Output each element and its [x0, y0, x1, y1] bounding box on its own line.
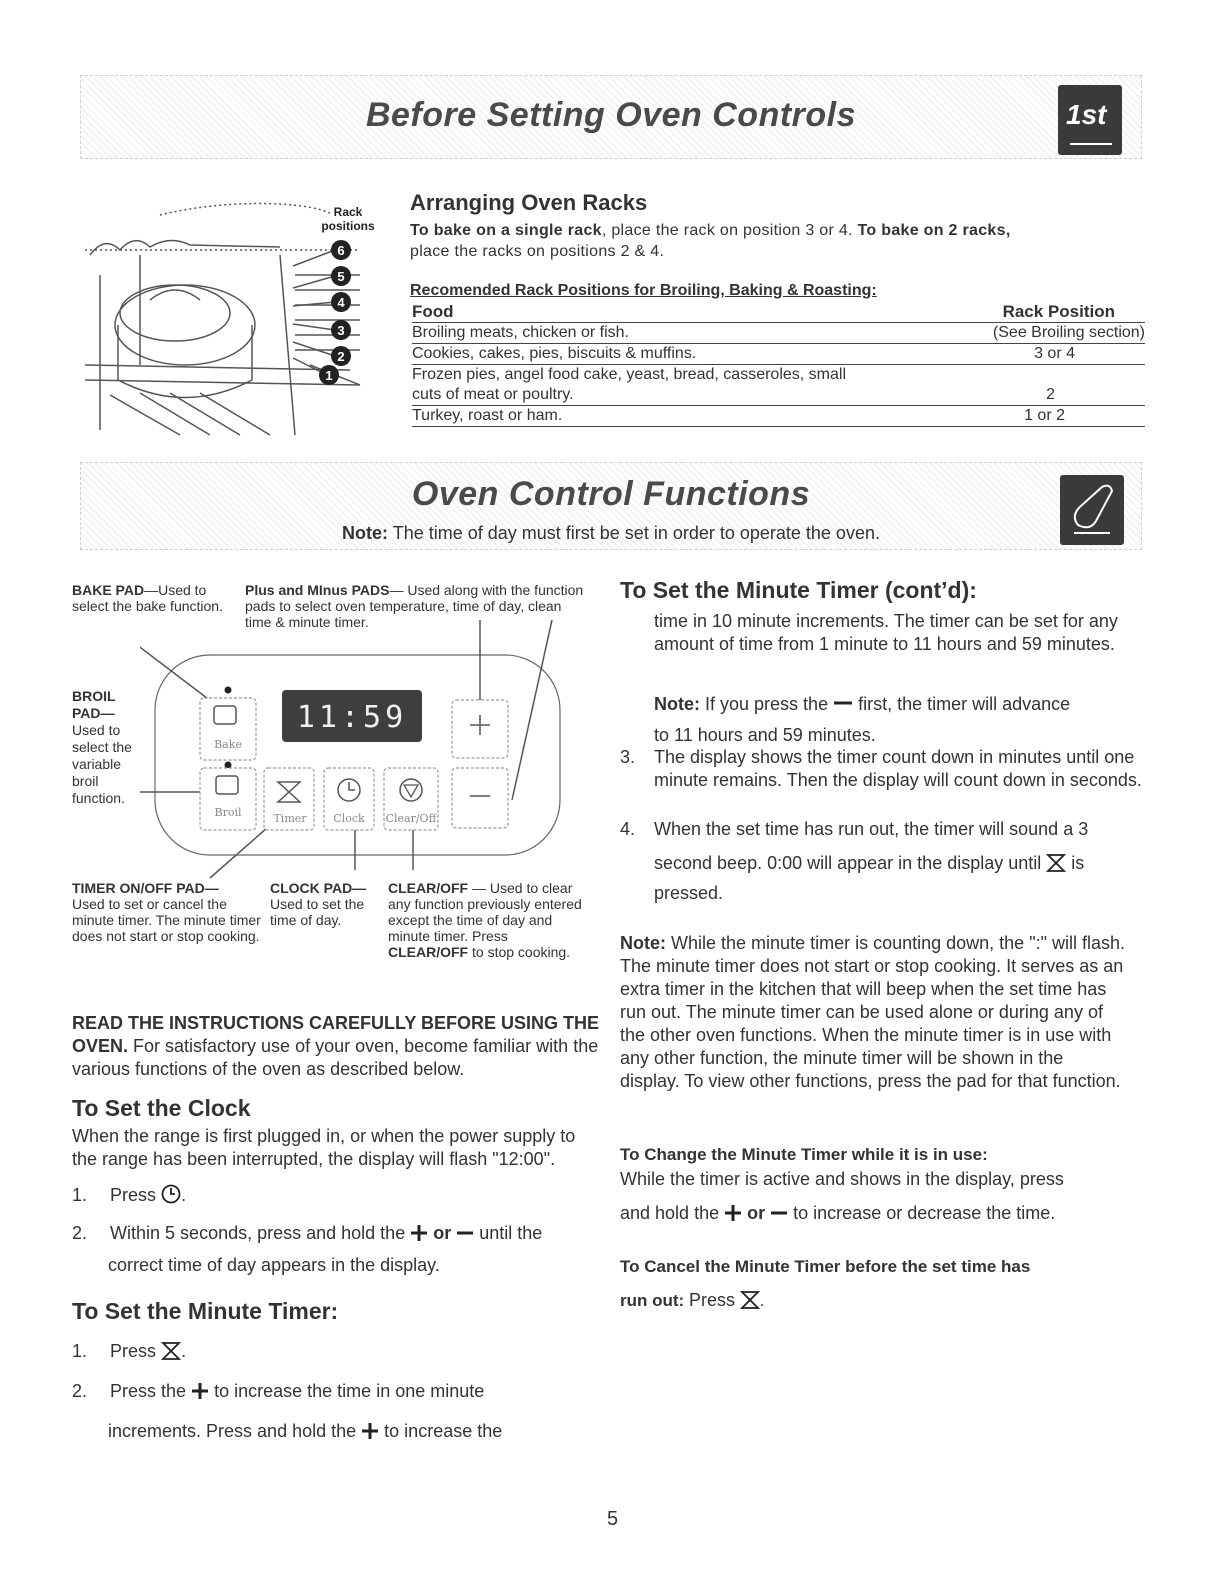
clear-pad-caption-bold: CLEAR/OFF	[388, 880, 469, 896]
note-text-b: first, the timer will advance	[858, 694, 1071, 714]
first-badge-text: 1st	[1066, 99, 1107, 130]
minute-timer-step-4-cont	[654, 852, 1084, 875]
step-text: Press	[110, 1185, 157, 1205]
racks-heading: Arranging Oven Racks	[410, 190, 648, 215]
rack-num-6: 6	[337, 243, 345, 258]
step-text-2: to increase the time in one minute	[214, 1381, 485, 1401]
first-badge	[1058, 85, 1122, 155]
finger-touch-icon	[1060, 475, 1124, 545]
change-timer-heading: To Change the Minute Timer while it is in use:	[620, 1145, 988, 1164]
cancel-bold: run out:	[620, 1291, 685, 1310]
badge-rule	[1070, 143, 1112, 145]
step-text-3: is	[1071, 853, 1085, 873]
bake-pad-caption-bold: BAKE PAD	[72, 582, 145, 598]
row-food: Turkey, roast or ham.	[412, 407, 563, 424]
or-text: or	[747, 1203, 766, 1223]
cancel-timer-heading: To Cancel the Minute Timer before the set time has	[620, 1257, 1031, 1276]
minute-timer-step-4	[620, 818, 1145, 841]
table-row	[412, 406, 1145, 427]
rack-table-header	[412, 302, 1145, 323]
minus-icon	[456, 1224, 474, 1242]
page-number: 5	[606, 1508, 619, 1530]
col-food: Food	[412, 302, 454, 321]
display-readout: 11:59	[296, 700, 408, 735]
set-minute-timer-heading: To Set the Minute Timer:	[72, 1298, 339, 1324]
clock-pad-caption-text: Used to set the time of day.	[270, 896, 365, 928]
rack-num-3: 3	[337, 323, 345, 338]
timer-pad-caption	[72, 880, 262, 944]
table-row	[412, 365, 1145, 385]
plus-icon	[410, 1224, 428, 1242]
step-text: Within 5 seconds, press and hold the	[110, 1223, 406, 1243]
bake-pad-caption	[72, 582, 232, 614]
step-text: When the set time has run out, the timer will sound a 3	[654, 819, 1089, 839]
broil-pad-caption	[72, 688, 147, 807]
clear-pad-caption-text-2: to stop cooking.	[468, 944, 571, 960]
rack-num-5: 5	[337, 269, 345, 284]
set-clock-heading: To Set the Clock	[72, 1095, 251, 1121]
timer-step-1: 1. Press .	[72, 1341, 187, 1361]
rack-positions-label: Rack positions	[321, 205, 375, 233]
rack-num-2: 2	[337, 349, 345, 364]
table-row	[412, 344, 1145, 365]
hourglass-icon	[1046, 853, 1066, 873]
clear-pad-caption-text: — Used to clear any function previously entered except the time of day and minute timer. Press	[388, 880, 582, 944]
timer-step-2-cont	[108, 1420, 502, 1443]
rack-marker-4	[293, 292, 351, 312]
read-instructions-bold: READ THE INSTRUCTIONS CAREFULLY BEFORE USING THE OVEN.	[72, 1013, 600, 1056]
rack-marker-6	[293, 240, 351, 266]
hourglass-icon	[740, 1290, 760, 1310]
row-rack: 3 or 4	[1034, 345, 1075, 362]
timer-pad-caption-bold: TIMER ON/OFF PAD—	[72, 880, 219, 896]
cancel-text: Press	[688, 1290, 735, 1310]
banner2-note	[81, 523, 1141, 544]
step-number: 3.	[620, 747, 636, 767]
plus-minus-caption-text: — Used along with the function pads to select oven temperature, time of day, clean time & minute timer.	[245, 582, 584, 630]
plus-icon	[724, 1204, 742, 1222]
banner-oven-control-functions	[80, 462, 1142, 550]
step-text: Press the	[110, 1381, 187, 1401]
rack-marker-3	[293, 320, 351, 340]
broil-pad-caption-bold: BROIL PAD—	[72, 688, 116, 721]
minute-timer-step-4-end: pressed.	[654, 883, 724, 903]
broil-label: Broil	[214, 806, 242, 819]
step-text-2: second beep. 0:00 will appear in the display until	[654, 853, 1042, 873]
rack-table	[412, 302, 1145, 427]
note-label: Note:	[654, 694, 700, 714]
rack-num-4: 4	[337, 295, 345, 310]
timer-step-2	[72, 1380, 484, 1403]
minus-icon	[833, 696, 853, 710]
minute-timer-contd-heading: To Set the Minute Timer (cont’d):	[620, 577, 977, 603]
plus-minus-caption-bold: Plus and MInus PADS	[245, 582, 390, 598]
timer-label: Timer	[273, 812, 307, 825]
racks-text-2: place the racks on positions 2 & 4.	[410, 243, 665, 260]
racks-bold-1: To bake on a single rack	[410, 222, 602, 239]
change-timer-text-2	[620, 1202, 1055, 1225]
clear-pad-caption	[388, 880, 588, 960]
table-row	[412, 385, 1145, 406]
step-number: 1.	[72, 1185, 88, 1205]
rack-position-markers	[285, 240, 375, 390]
bake-pad-caption-text: —Used to select the bake function.	[72, 582, 223, 614]
clock-step-2	[72, 1222, 602, 1245]
change-timer-text: While the timer is active and shows in the display, press	[620, 1169, 1064, 1189]
row-food: Frozen pies, angel food cake, yeast, bread, casseroles, small	[412, 366, 846, 383]
clock-label: Clock	[333, 812, 365, 825]
read-instructions-text: For satisfactory use of your oven, become familiar with the various functions of the oven as described below.	[72, 1036, 599, 1079]
step-number: 2.	[72, 1381, 88, 1401]
hourglass-icon	[161, 1341, 181, 1361]
rack-table-caption: Recomended Rack Positions for Broiling, Baking & Roasting:	[410, 282, 877, 299]
banner2-note-text: The time of day must first be set in order to operate the oven.	[392, 523, 880, 543]
or-text: or	[433, 1223, 452, 1243]
note-text: While the minute timer is counting down, the ":" will flash. The minute timer does not start or stop cooking. It serves as an extra timer in the kitchen that will beep when the set time has run out. The minute timer can be used alone or during any of the other oven functions. When the minute timer is in use with any other function, the minute timer will be shown in the display. To view other functions, press the pad for that function.	[620, 933, 1125, 1091]
timer-pad-caption-text: Used to set or cancel the minute timer. The minute timer does not start or stop cooking.	[72, 896, 261, 944]
plus-icon	[361, 1422, 379, 1440]
step-number: 2.	[72, 1223, 88, 1243]
clock-icon	[161, 1183, 181, 1205]
minute-timer-note-1-cont: to 11 hours and 59 minutes.	[654, 725, 876, 745]
racks-paragraph	[410, 220, 1145, 262]
minus-pad	[452, 768, 508, 828]
rack-marker-5	[293, 266, 351, 288]
step-number: 4.	[620, 819, 636, 839]
table-row	[412, 323, 1145, 344]
clear-off-label: Clear/Off	[385, 812, 437, 825]
banner-before-setting	[80, 75, 1142, 159]
minute-timer-note-1	[654, 693, 1144, 716]
banner2-note-label: Note:	[342, 523, 389, 543]
step-text-4: to increase the	[384, 1421, 503, 1441]
row-rack: 2	[1046, 386, 1055, 403]
row-food: Broiling meats, chicken or fish.	[412, 324, 629, 341]
broil-pad-caption-text: Used to select the variable broil function.	[72, 722, 132, 806]
oven-control-panel	[140, 620, 600, 890]
row-rack: 1 or 2	[1024, 407, 1065, 424]
bake-label: Bake	[214, 738, 242, 751]
note-label: Note:	[620, 933, 666, 953]
step-text: Press	[110, 1341, 157, 1361]
touch-pad-badge	[1060, 475, 1124, 545]
step-number: 1.	[72, 1341, 88, 1361]
clock-step-2-cont: correct time of day appears in the display.	[108, 1255, 440, 1275]
plus-icon	[191, 1382, 209, 1400]
clock-pad-caption-bold: CLOCK PAD—	[270, 880, 367, 896]
rack-marker-1	[293, 358, 339, 385]
change-text-c: to increase or decrease the time.	[793, 1203, 1056, 1223]
step-text-3: increments. Press and hold the	[108, 1421, 357, 1441]
cancel-timer-line: run out: Press .	[620, 1290, 765, 1310]
racks-bold-2: To bake on 2 racks,	[857, 222, 1011, 239]
banner-title: Before Setting Oven Controls	[365, 96, 857, 134]
minute-timer-step-3	[620, 746, 1145, 792]
col-rack: Rack Position	[1002, 302, 1115, 321]
row-food: cuts of meat or poultry.	[412, 386, 574, 403]
row-rack: (See Broiling section)	[992, 324, 1145, 341]
clear-pad-caption-bold-2: CLEAR/OFF	[388, 944, 469, 960]
minus-icon	[770, 1204, 788, 1222]
clock-pad-caption	[270, 880, 382, 928]
step-text: The display shows the timer count down in minutes until one minute remains. Then the display will count down in seconds.	[654, 747, 1142, 790]
change-text-b: and hold the	[620, 1203, 720, 1223]
rack-num-1: 1	[325, 368, 333, 383]
step-text-2: until the	[479, 1223, 543, 1243]
racks-text-1: , place the rack on position 3 or 4.	[601, 222, 858, 239]
broil-pad	[200, 768, 256, 830]
row-food: Cookies, cakes, pies, biscuits & muffins.	[412, 345, 697, 362]
set-clock-intro: When the range is first plugged in, or when the power supply to the range has been interrupted, the display will flash "12:00".	[72, 1126, 576, 1169]
read-instructions-paragraph	[72, 1012, 602, 1081]
minute-timer-note-2	[620, 932, 1125, 1093]
note-text-a: If you press the	[705, 694, 829, 714]
minute-timer-contd-p1: time in 10 minute increments. The timer can be set for any amount of time from 1 minute to 11 hours and 59 minutes.	[654, 611, 1118, 654]
banner2-title: Oven Control Functions	[411, 475, 811, 513]
clock-step-1: 1. Press .	[72, 1185, 187, 1205]
